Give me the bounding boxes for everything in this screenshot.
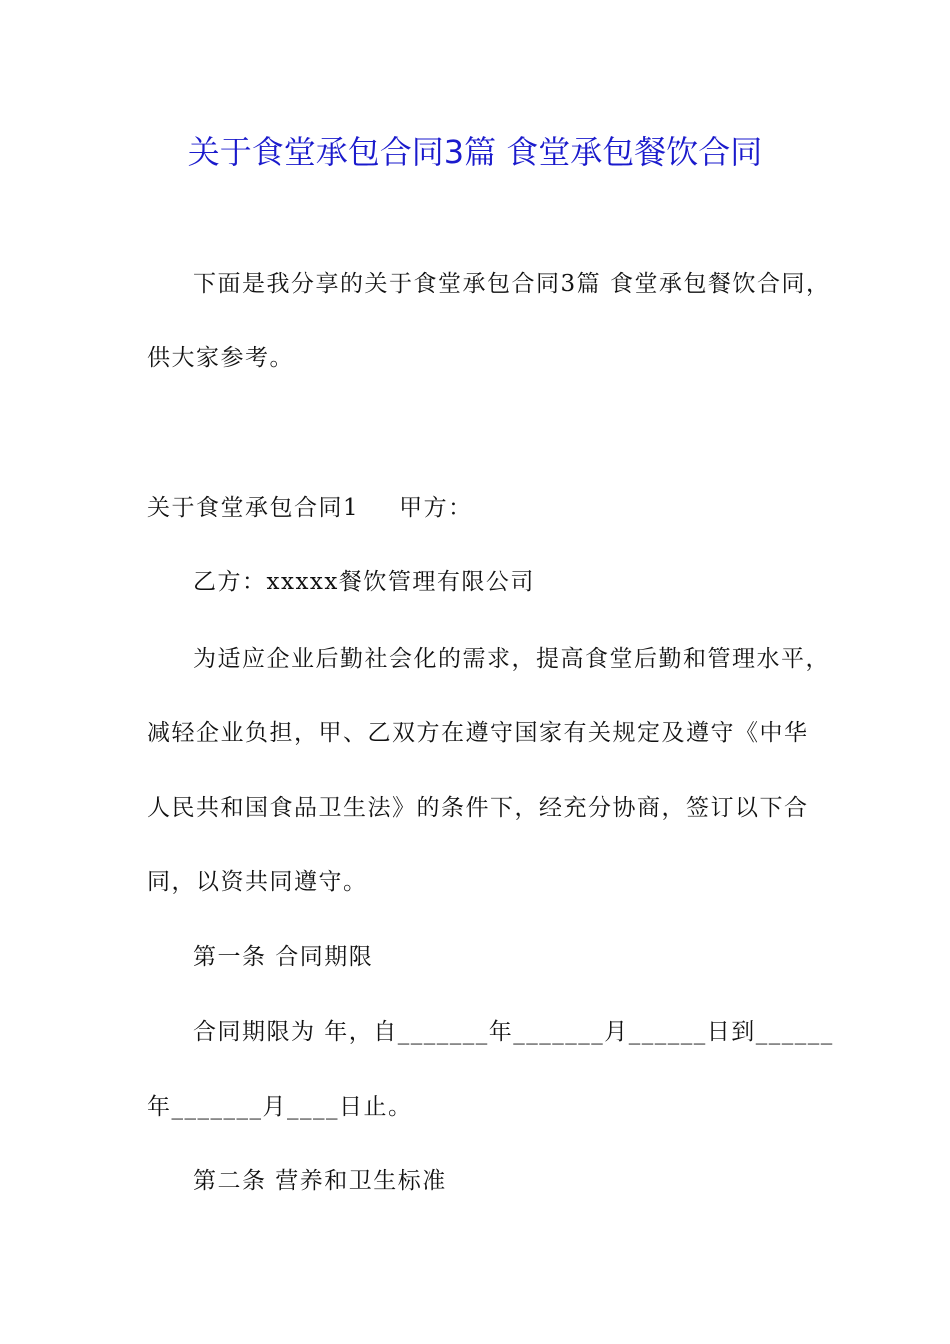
section-heading: 关于食堂承包合同1 bbox=[147, 495, 360, 521]
paragraph-1-line-1: 为适应企业后勤社会化的需求，提高食堂后勤和管理水平， bbox=[193, 646, 830, 672]
section-heading-row bbox=[147, 492, 473, 524]
document-title: 关于食堂承包合同3篇 食堂承包餐饮合同 bbox=[187, 133, 763, 171]
article-1-line-1: 合同期限为 年，自_______年_______月______日到______ bbox=[193, 1019, 834, 1045]
article-1-heading: 第一条 合同期限 bbox=[193, 944, 374, 970]
party-a-label: 甲方： bbox=[399, 495, 473, 521]
paragraph-1-line-2: 减轻企业负担，甲、乙双方在遵守国家有关规定及遵守《中华 bbox=[147, 720, 809, 746]
article-1-line-2: 年_______月____日止。 bbox=[147, 1094, 413, 1120]
party-b-line: 乙方：xxxxx餐饮管理有限公司 bbox=[193, 569, 535, 595]
paragraph-1-line-3: 人民共和国食品卫生法》的条件下，经充分协商，签订以下合 bbox=[147, 795, 809, 821]
paragraph-1-line-4: 同，以资共同遵守。 bbox=[147, 869, 368, 895]
article-2-heading: 第二条 营养和卫生标准 bbox=[193, 1168, 447, 1194]
intro-line-1: 下面是我分享的关于食堂承包合同3篇 食堂承包餐饮合同， bbox=[193, 271, 831, 297]
intro-line-2: 供大家参考。 bbox=[147, 345, 294, 371]
